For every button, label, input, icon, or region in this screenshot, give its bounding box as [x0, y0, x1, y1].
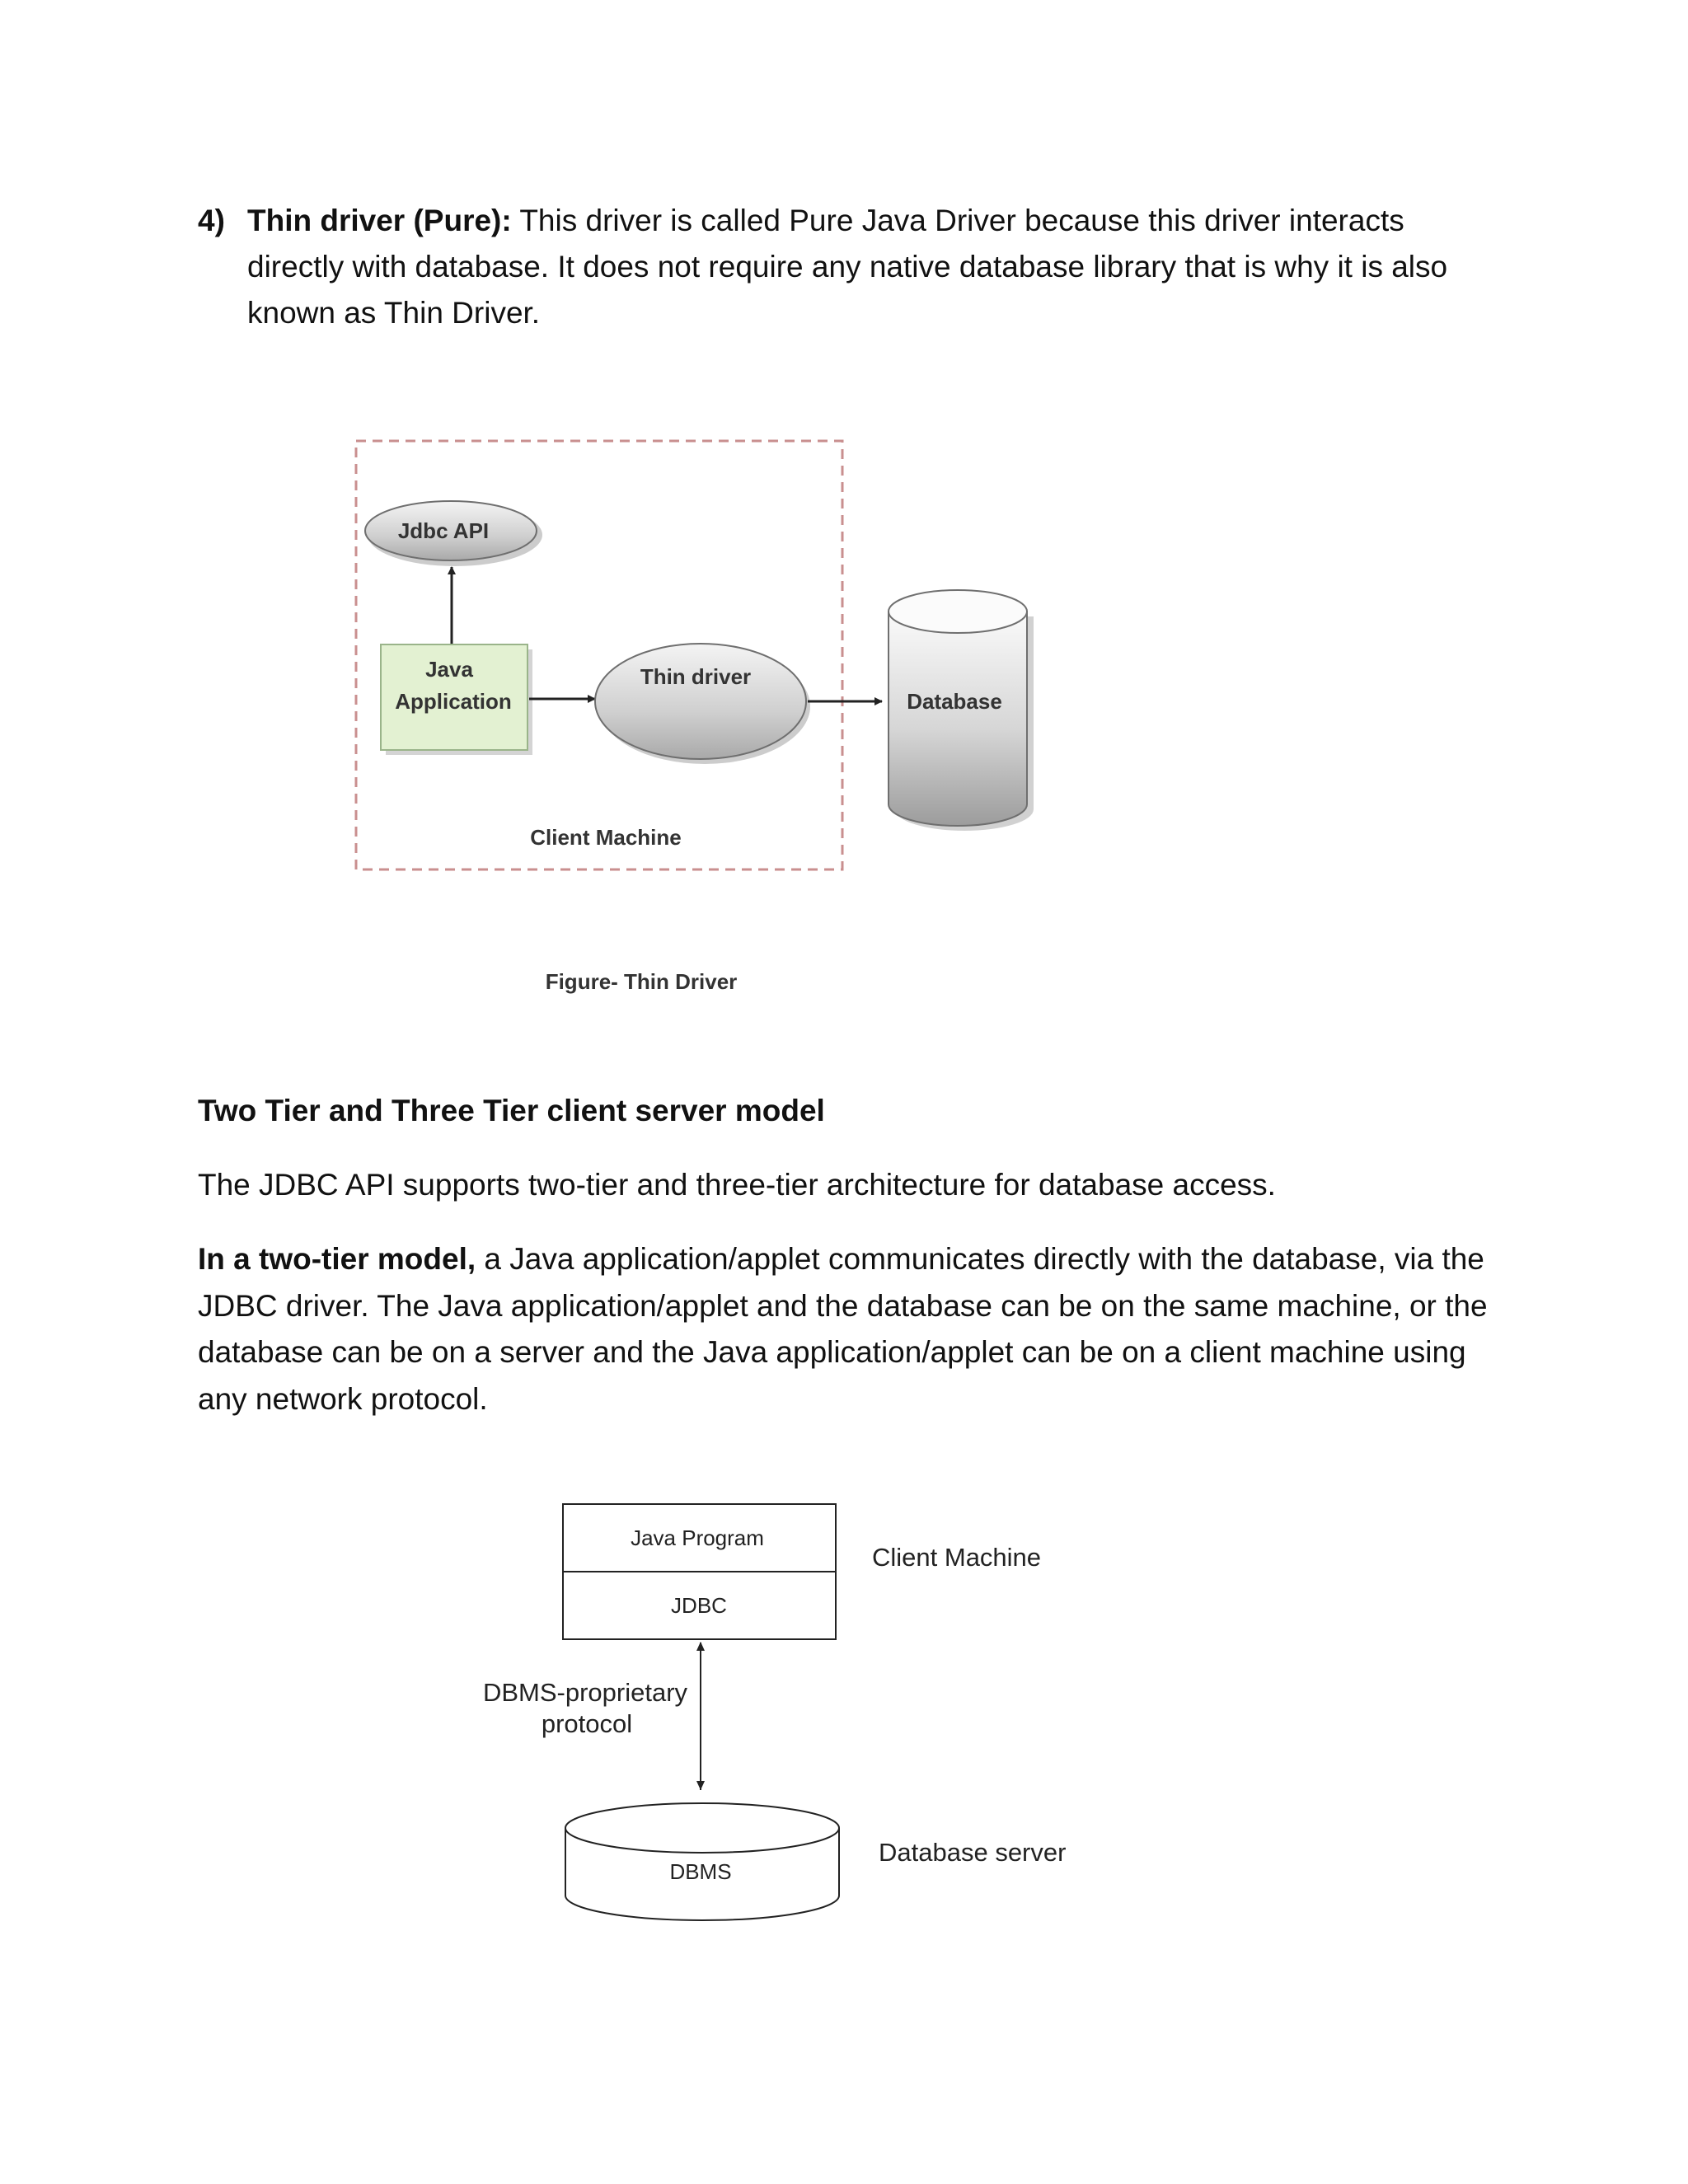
client-machine-side-label: Client Machine: [872, 1543, 1042, 1572]
dbms-cylinder-top: [565, 1803, 839, 1853]
section-heading: Two Tier and Three Tier client server model: [198, 1094, 825, 1127]
figure-caption: Figure- Thin Driver: [545, 969, 738, 994]
dbms-label: DBMS: [669, 1859, 732, 1884]
protocol-line2: protocol: [541, 1709, 633, 1738]
client-machine-label: Client Machine: [530, 825, 682, 850]
two-tier-figure: [483, 1504, 1066, 1920]
thin-driver-ellipse: [595, 644, 806, 759]
two-tier-text: a Java application/applet communicates directly with the database, via the JDBC driver. The Java application/applet and the database can be on the same machine, or the database can be on a server and the Java application/applet can be on a client machine using any network protocol.: [198, 1242, 1488, 1416]
java-app-line1: Java: [425, 657, 473, 682]
protocol-line1: DBMS-proprietary: [482, 1678, 688, 1707]
two-tier-paragraph: [198, 1236, 1500, 1422]
jdbc-api-label: Jdbc API: [397, 518, 490, 543]
database-label: Database: [907, 689, 1002, 714]
thin-driver-label: Thin driver: [640, 664, 752, 689]
item-term: Thin driver (Pure):: [247, 204, 512, 237]
java-app-line2: Application: [395, 689, 512, 714]
jdbc-label: JDBC: [671, 1593, 727, 1618]
database-server-label: Database server: [879, 1838, 1067, 1867]
two-tier-term: In a two-tier model,: [198, 1242, 476, 1276]
intro-paragraph: The JDBC API supports two-tier and three-tier architecture for database access.: [198, 1168, 1276, 1202]
item-description: This driver is called Pure Java Driver because this driver interacts directly with database. It does not require any native database library that is why it is also known as Thin Driver.: [247, 204, 1448, 330]
item-number: 4): [198, 204, 225, 237]
java-program-label: Java Program: [631, 1526, 764, 1550]
